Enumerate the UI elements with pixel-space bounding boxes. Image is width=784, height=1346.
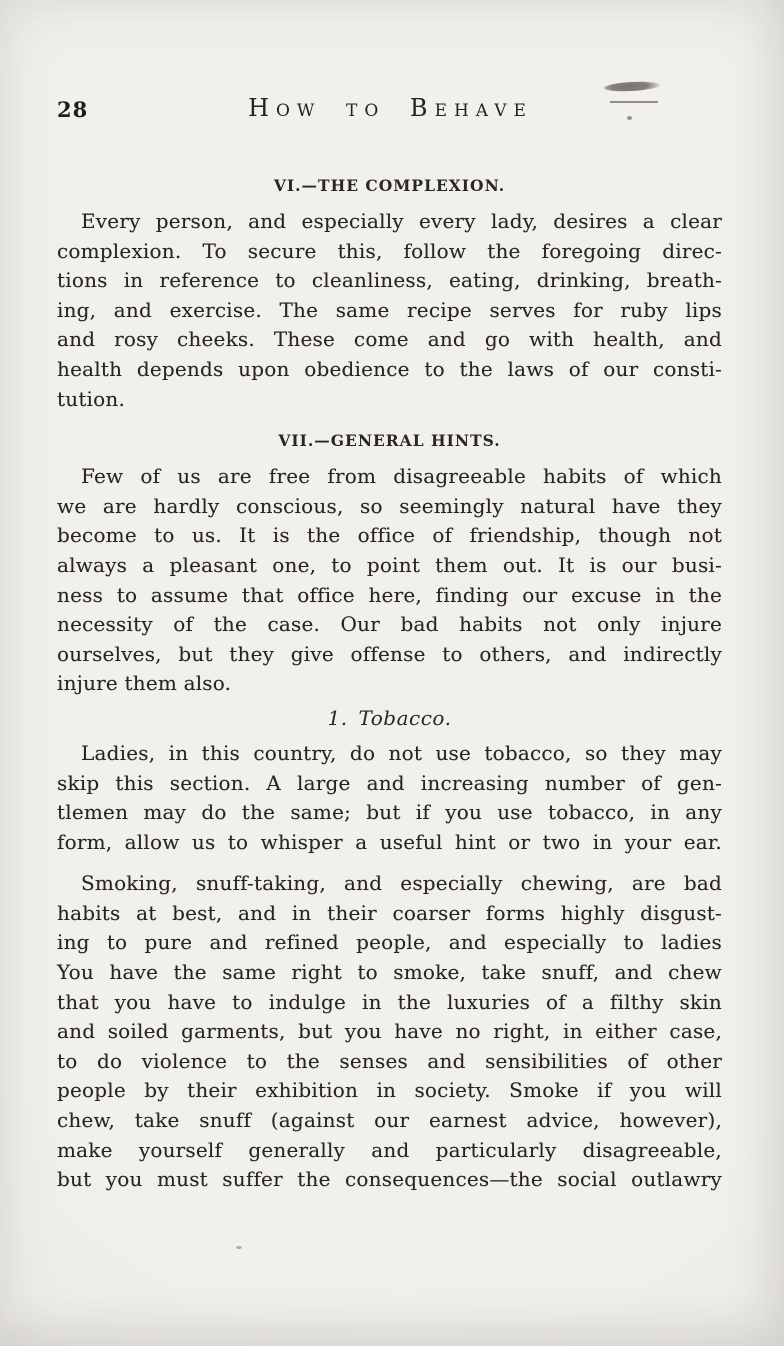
text-line: and soiled garments, but you have no right, in either case, <box>57 1019 722 1044</box>
section-heading-general-hints: VII.—GENERAL HINTS. <box>278 431 501 451</box>
text-line: become to us. It is the office of friendship, though not <box>57 523 722 548</box>
text-line: Ladies, in this country, do not use tobacco, so they may <box>81 740 722 765</box>
text-line: complexion. To secure this, follow the foregoing direc- <box>57 238 722 263</box>
text-line: people by their exhibition in society. Smoke if you will <box>57 1078 722 1103</box>
text-line: tlemen may do the same; but if you use tobacco, in any <box>57 800 722 825</box>
text-line: ing, and exercise. The same recipe serves for ruby lips <box>57 297 722 322</box>
ink-dot-mark <box>627 116 632 120</box>
text-line: and rosy cheeks. These come and go with health, and <box>57 327 722 352</box>
text-line: make yourself generally and particularly disagreeable, <box>57 1137 722 1162</box>
text-line: necessity of the case. Our bad habits not only injure <box>57 612 722 637</box>
text-line: ourselves, but they give offense to others, and indirectly <box>57 641 722 666</box>
page-body <box>57 176 722 1195</box>
text-line: form, allow us to whisper a useful hint or two in your ear. <box>57 829 722 854</box>
ink-smudge-mark <box>604 81 660 93</box>
text-line: chew, take snuff (against our earnest advice, however), <box>57 1108 722 1133</box>
paragraph-tobacco-2 <box>57 869 722 1195</box>
text-line: always a pleasant one, to point them out. It is our busi- <box>57 552 722 577</box>
paragraph-complexion <box>57 207 722 414</box>
ink-dash-mark <box>610 101 658 103</box>
text-line: that you have to indulge in the luxuries of a filthy skin <box>57 989 722 1014</box>
text-line: but you must suffer the consequences—the social outlawry <box>57 1167 722 1192</box>
text-line: skip this section. A large and increasing number of gen- <box>57 770 722 795</box>
text-line: we are hardly conscious, so seemingly natural have they <box>57 493 722 518</box>
paragraph-tobacco-1 <box>57 739 722 857</box>
text-line: to do violence to the senses and sensibilities of other <box>57 1048 722 1073</box>
text-line: Smoking, snuff-taking, and especially chewing, are bad <box>81 871 722 896</box>
text-line: ness to assume that office here, finding our excuse in the <box>57 582 722 607</box>
paragraph-general-hints <box>57 462 722 699</box>
running-header <box>57 94 724 128</box>
text-line: ing to pure and refined people, and especially to ladies <box>57 930 722 955</box>
text-line: Every person, and especially every lady, desires a clear <box>81 209 722 233</box>
text-line: tions in reference to cleanliness, eating, drinking, breath- <box>57 268 722 293</box>
text-line: habits at best, and in their coarser forms highly disgust- <box>57 900 722 925</box>
text-line: health depends upon obedience to the laws of our consti- <box>57 356 722 381</box>
text-line: injure them also. <box>57 671 232 696</box>
text-line: Few of us are free from disagreeable habits of which <box>81 464 722 489</box>
section-heading-complexion: VI.—THE COMPLEXION. <box>273 176 506 195</box>
subsection-heading-tobacco: 1. Tobacco. <box>327 705 452 730</box>
text-line: You have the same right to smoke, take snuff, and chew <box>57 960 722 985</box>
paper-speck-mark <box>236 1246 242 1249</box>
page-number: 28 <box>57 97 89 122</box>
running-header-title: How to Behave <box>248 94 533 122</box>
text-line: tution. <box>57 386 126 411</box>
